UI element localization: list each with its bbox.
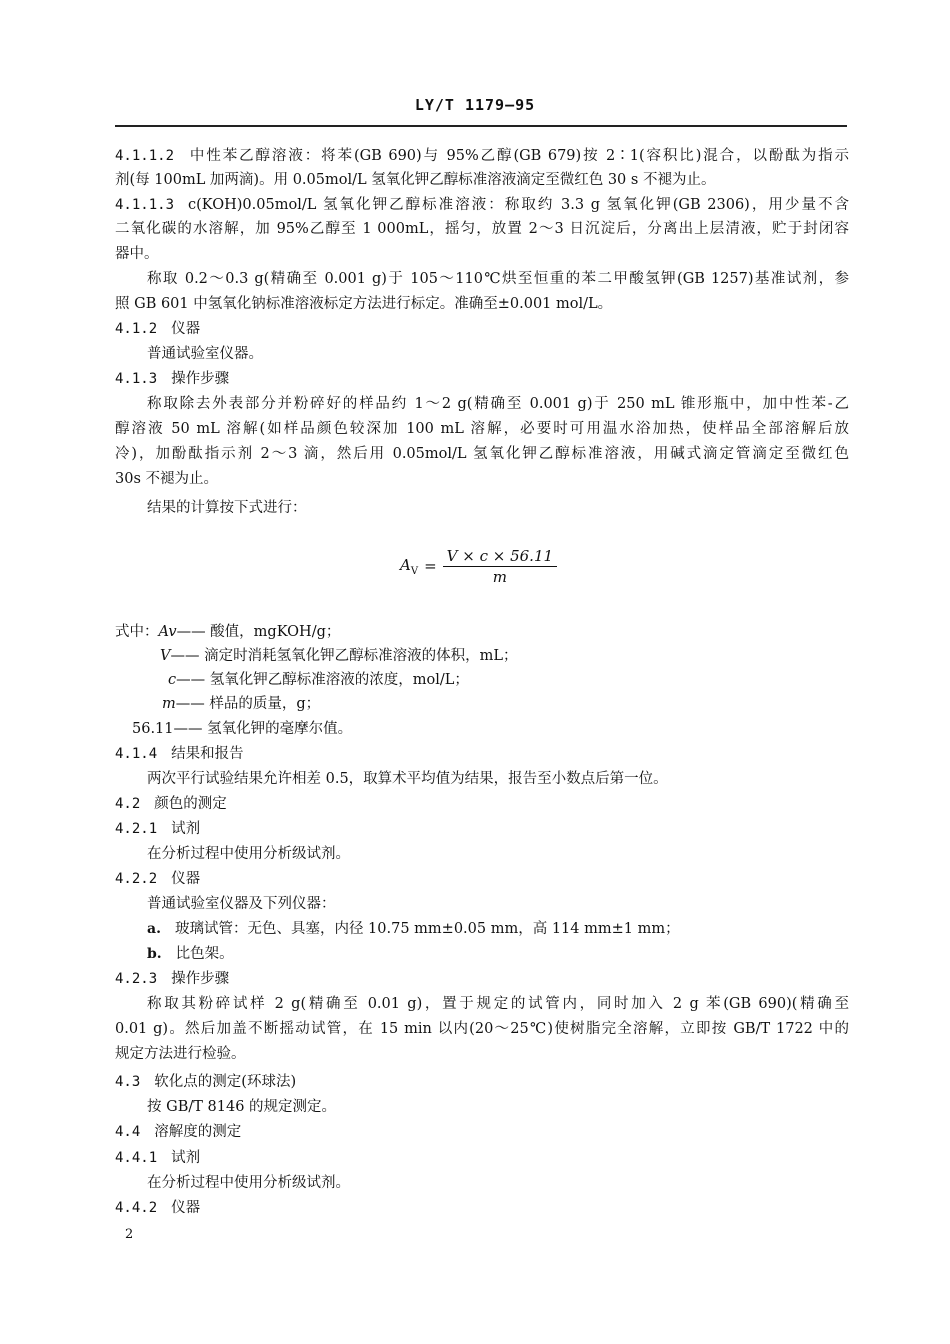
paragraph-line: 在分析过程中使用分析级试剂。 [147,846,350,862]
list-item: a. 玻璃试管：无色、具塞，内径 10.75 mm±0.05 mm，高 114 mm±1 mm； [147,921,680,937]
where-intro: 式中： [115,624,159,640]
where-desc: —— 氢氧化钾的毫摩尔值。 [173,721,353,737]
list-marker: a. [147,921,161,937]
formula-fraction [443,547,557,586]
section-heading: 4.4.2 仪器 [115,1200,201,1216]
acid-value-formula [400,544,557,588]
paragraph-line: 在分析过程中使用分析级试剂。 [147,1175,350,1191]
paragraph-line: 结果的计算按下式进行： [147,500,307,516]
clause-number: 4.1.2 [115,321,158,337]
where-item [168,669,469,691]
clause-number: 4.1.3 [115,371,158,387]
clause-number: 4.2.3 [115,971,158,987]
where-symbol: c [168,672,177,688]
paragraph-line: 醇溶液 50 mL 溶解(如样品颜色较深加 100 mL 溶解，必要时可用温水浴加热，使样品全部溶解后放 [115,421,849,437]
where-symbol: Av [158,624,177,640]
section-heading: 4.2.2 仪器 [115,871,201,887]
where-desc: —— 滴定时消耗氢氧化钾乙醇标准溶液的体积，mL； [170,648,518,664]
where-symbol: V [160,648,171,664]
paragraph-line: 30s 不褪为止。 [115,471,219,487]
where-item [160,645,517,667]
paragraph-line: 器中。 [115,246,159,262]
paragraph-line: 0.01 g)。然后加盖不断摇动试管，在 15 min 以内(20～25℃)使树脂完全溶解，立即按 GB/T 1722 中的 [115,1021,849,1037]
where-symbol: 56.11 [132,721,174,737]
standard-header: LY/T 1179—95 [414,96,536,114]
where-symbol: m [162,696,176,712]
clause-number: 4.4.1 [115,1150,158,1166]
paragraph-line: 4.1.1.2 中性苯乙醇溶液：将苯(GB 690)与 95%乙醇(GB 679)按 2∶1(容积比)混合，以酚酞为指示 [115,148,849,164]
paragraph-line: 冷)，加酚酞指示剂 2～3 滴，然后用 0.05mol/L 氢氧化钾乙醇标准溶液，用碱式滴定管滴定至微红色 [115,446,849,462]
section-heading: 4.1.4 结果和报告 [115,746,244,762]
list-marker: b. [147,946,162,962]
clause-number: 4.2.1 [115,821,158,837]
where-item [115,621,340,643]
paragraph-line: 照 GB 601 中氢氧化钠标准溶液标定方法进行标定。准确至±0.001 mol/L。 [115,296,613,312]
where-item [162,693,320,715]
formula-denominator: m [492,567,507,586]
paragraph-line: 4.1.1.3 c(KOH)0.05mol/L 氢氧化钾乙醇标准溶液：称取约 3.3 g 氢氧化钾(GB 2306)，用少量不含 [115,197,849,213]
section-heading: 4.2.1 试剂 [115,821,201,837]
formula-numerator: V × c × 56.11 [443,547,557,567]
where-desc: —— 氢氧化钾乙醇标准溶液的浓度，mol/L； [176,672,469,688]
paragraph-line: 规定方法进行检验。 [115,1046,246,1062]
section-heading: 4.2.3 操作步骤 [115,971,230,987]
clause-number: 4.4 [115,1124,141,1140]
paragraph-line: 二氧化碳的水溶解，加 95%乙醇至 1 000mL，摇匀，放置 2～3 日沉淀后，分离出上层清液，贮于封闭容 [115,221,849,237]
clause-number: 4.4.2 [115,1200,158,1216]
paragraph-line: 普通试验室仪器及下列仪器： [147,896,336,912]
clause-number: 4.1.1.3 [115,197,175,213]
where-desc: —— 酸值，mgKOH/g； [176,624,341,640]
paragraph-line: 剂(每 100mL 加两滴)。用 0.05mol/L 氢氧化钾乙醇标准溶液滴定至微红色 30 s 不褪为止。 [115,172,716,188]
section-heading: 4.2 颜色的测定 [115,796,227,812]
formula-lhs: $A_V$ [400,555,419,577]
section-heading: 4.1.3 操作步骤 [115,371,230,387]
clause-number: 4.1.1.2 [115,148,175,164]
paragraph-line: 称取除去外表部分并粉碎好的样品约 1～2 g(精确至 0.001 g)于 250 mL 锥形瓶中，加中性苯-乙 [147,396,849,412]
paragraph-line: 普通试验室仪器。 [147,346,263,362]
where-item [132,718,352,740]
clause-number: 4.1.4 [115,746,158,762]
where-desc: —— 样品的质量，g； [175,696,321,712]
paragraph-line: 两次平行试验结果允许相差 0.5，取算术平均值为结果，报告至小数点后第一位。 [147,771,668,787]
section-heading: 4.4.1 试剂 [115,1150,201,1166]
section-heading: 4.4 溶解度的测定 [115,1124,242,1140]
section-heading: 4.3 软化点的测定(环球法) [115,1074,297,1090]
clause-number: 4.2.2 [115,871,158,887]
list-item: b. 比色架。 [147,946,234,962]
clause-number: 4.3 [115,1074,141,1090]
page-number: 2 [125,1227,134,1242]
clause-number: 4.2 [115,796,141,812]
paragraph-line: 按 GB/T 8146 的规定测定。 [147,1099,337,1115]
formula-equals: = [424,557,437,575]
paragraph-line: 称取 0.2～0.3 g(精确至 0.001 g)于 105～110℃烘至恒重的苯二甲酸氢钾(GB 1257)基准试剂，参 [147,271,849,287]
paragraph-line: 称取其粉碎试样 2 g(精确至 0.01 g)，置于规定的试管内，同时加入 2 g 苯(GB 690)(精确至 [147,996,849,1012]
header-rule [115,125,847,127]
section-heading: 4.1.2 仪器 [115,321,201,337]
